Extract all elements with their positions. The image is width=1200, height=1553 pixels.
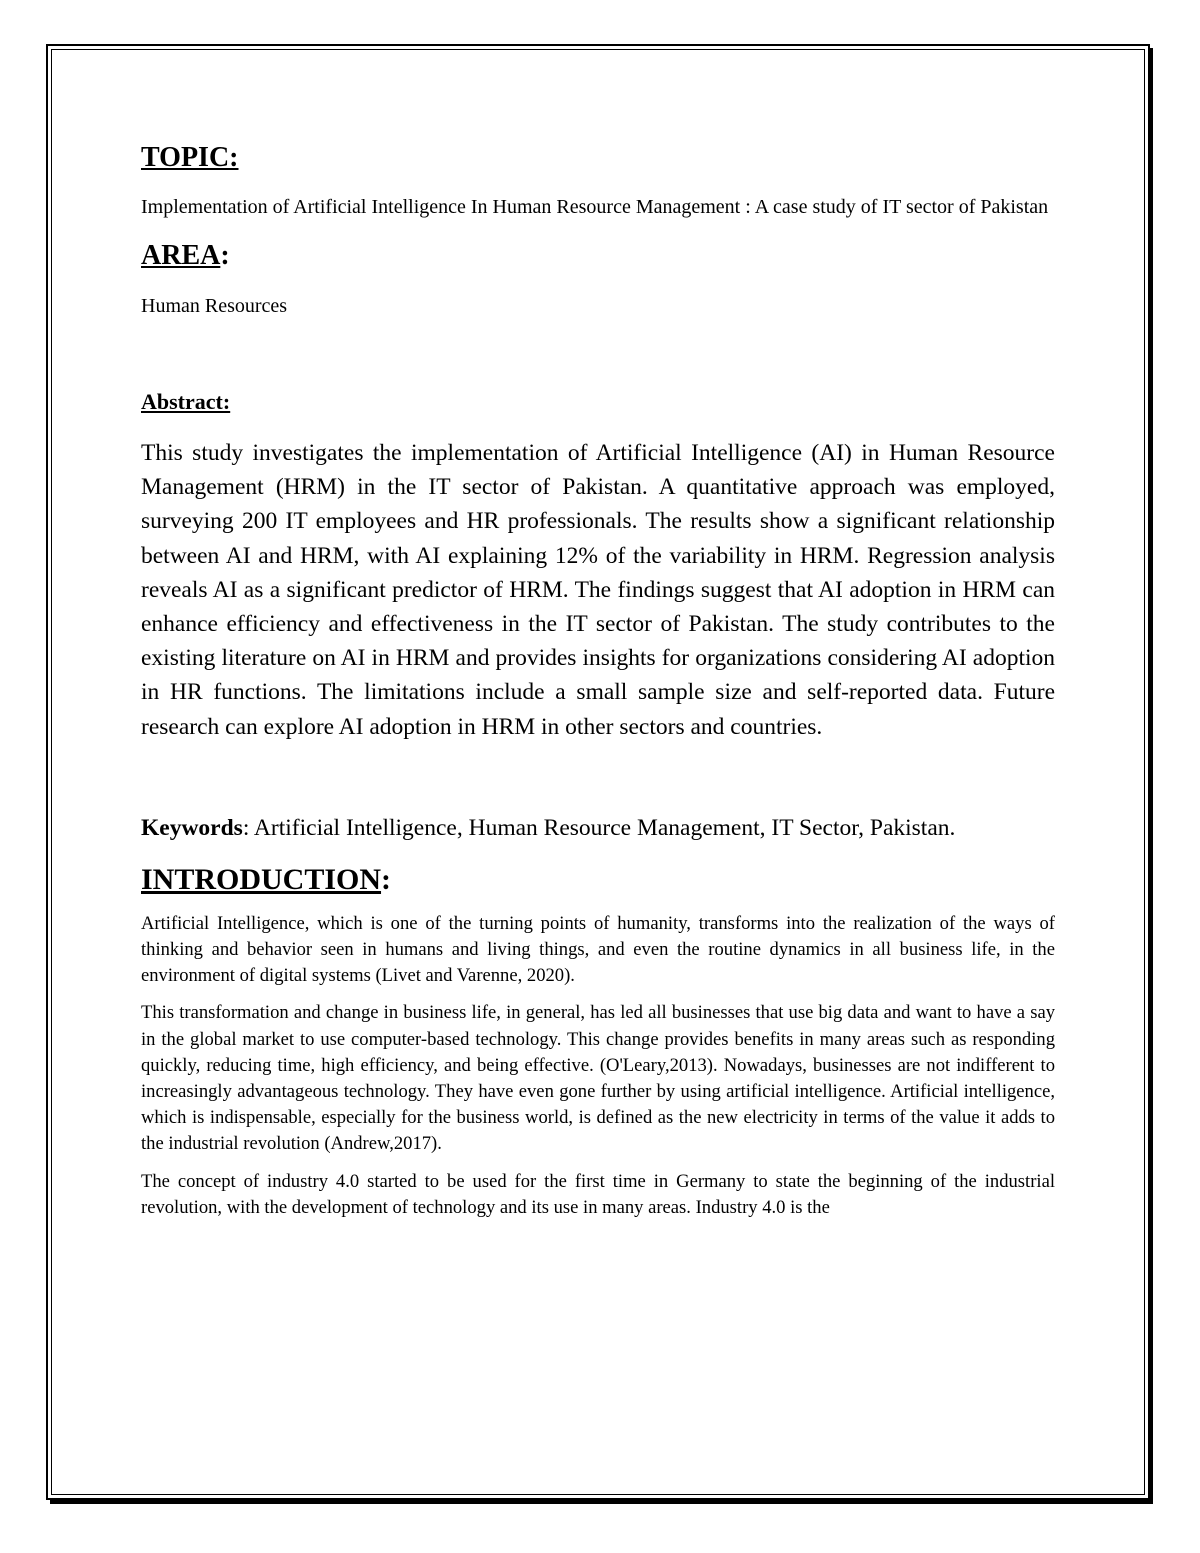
keywords-text: : Artificial Intelligence, Human Resource Management, IT Sector, Pakistan. [242, 814, 956, 841]
keywords-paragraph [141, 811, 1055, 845]
keywords-label: Keywords [141, 814, 243, 841]
topic-heading-label: TOPIC: [141, 142, 239, 173]
area-heading-label: AREA [141, 240, 221, 271]
intro-paragraph: Artificial Intelligence, which is one of the turning points of humanity, transforms into the realization of the ways of thinking and behavior seen in humans and living things, and even the routine dynamics in all business life, in the environment of digital systems (Livet and Varenne, 2020). [141, 912, 1055, 987]
topic-heading [141, 140, 1055, 176]
area-text: Human Resources [141, 295, 288, 317]
abstract-heading: Abstract: [141, 389, 231, 414]
area-heading-colon: : [220, 240, 230, 271]
document-body [141, 140, 1055, 1221]
abstract-text: This study investigates the implementation of Artificial Intelligence (AI) in Human Resource Management (HRM) in the IT sector of Pakistan. A quantitative approach was employed, surveying 200 IT employees and HR professionals. The results show a significant relationship between AI and HRM, with AI explaining 12% of the variability in HRM. Regression analysis reveals AI as a significant predictor of HRM. The findings suggest that AI adoption in HRM can enhance efficiency and effectiveness in the IT sector of Pakistan. The study contributes to the existing literature on AI in HRM and provides insights for organizations considering AI adoption in HR functions. The limitations include a small sample size and self-reported data. Future research can explore AI adoption in HRM in other sectors and countries. [141, 440, 1055, 740]
introduction-heading-colon: : [381, 862, 392, 896]
intro-paragraph: The concept of industry 4.0 started to be used for the first time in Germany to state the beginning of the industrial revolution, with the development of technology and its use in many areas. Industry 4.0 is the [141, 1170, 1055, 1218]
page-border-shadow [1148, 48, 1153, 1504]
page-border-shadow [50, 1499, 1153, 1504]
area-heading [141, 238, 1055, 274]
intro-paragraph: This transformation and change in business life, in general, has led all businesses that use big data and want to have a say in the global market to use computer-based technology. This change provides benefits in many areas such as responding quickly, reducing time, high efficiency, and being effective. (O'Leary,2013). Nowadays, businesses are not indifferent to increasingly advantageous technology. They have even gone further by using artificial intelligence. Artificial intelligence, which is indispensable, especially for the business world, is defined as the new electricity in terms of the value it adds to the industrial revolution (Andrew,2017). [141, 1002, 1055, 1155]
introduction-heading [141, 861, 1055, 899]
topic-text: Implementation of Artificial Intelligence In Human Resource Management : A case study of IT sector of Pakistan [141, 196, 1049, 218]
introduction-heading-label: INTRODUCTION [141, 862, 382, 896]
